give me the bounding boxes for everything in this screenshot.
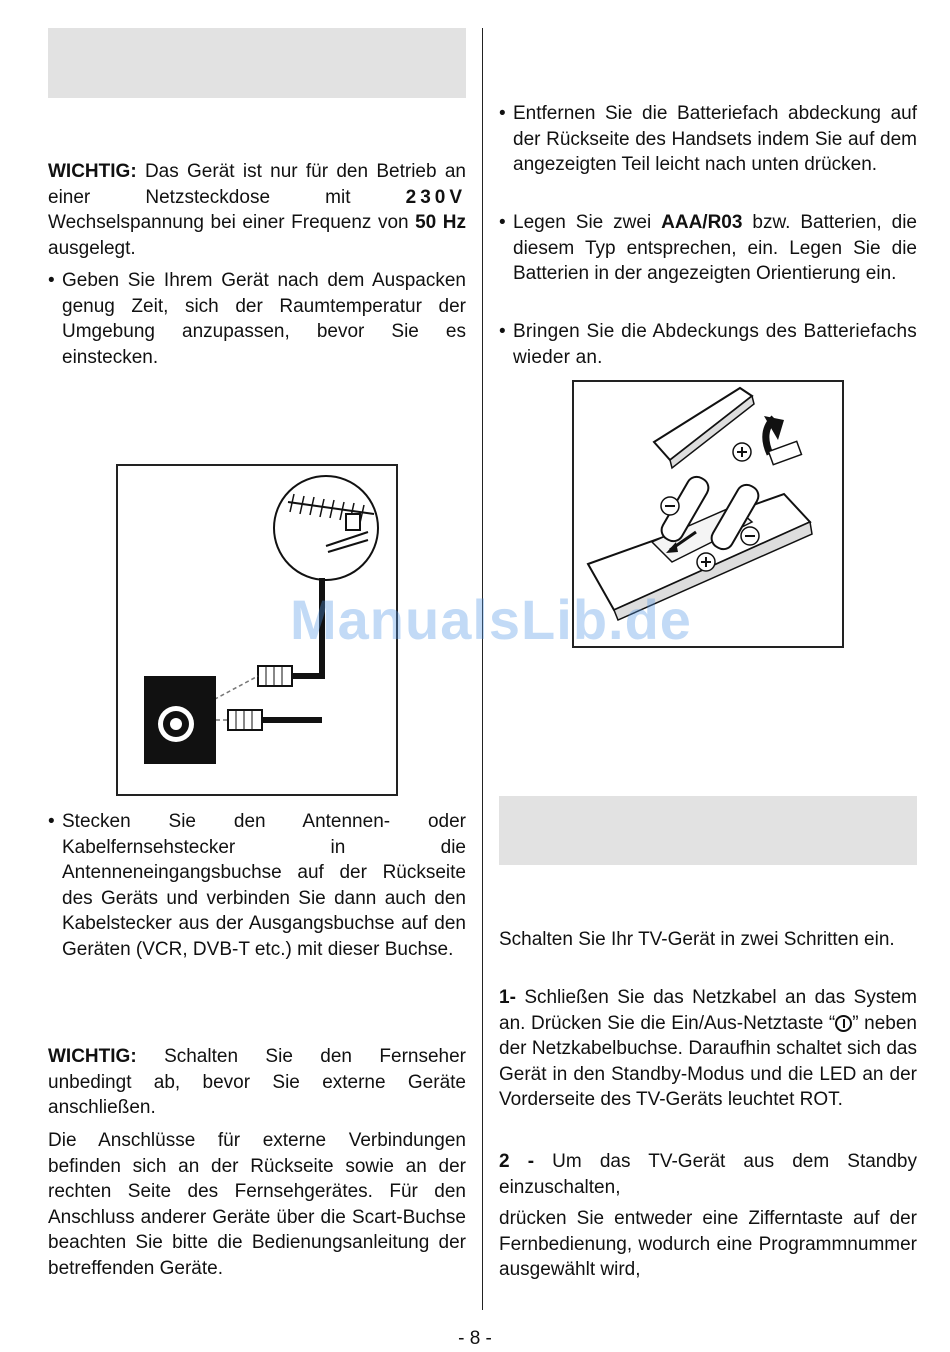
- step-1-label: 1-: [499, 987, 516, 1008]
- battery-installation-figure: [572, 380, 844, 648]
- bullet-insert-batteries: • Legen Sie zwei AAA/R03 bzw. Batterien, die diesem Typ entsprechen, ein. Legen Sie die Batterien in der angezeigten Orientierung ein.: [499, 210, 917, 287]
- watermark: ManualsLib.de: [290, 588, 692, 651]
- important-label-2: WICHTIG:: [48, 1046, 137, 1067]
- page-number: - 8 -: [458, 1328, 492, 1349]
- step-2-continued: drücken Sie entweder eine Zifferntaste auf der Fernbedienung, wodurch eine Programmnummer ausgewählt wird,: [499, 1208, 917, 1280]
- switch-on-intro: Schalten Sie Ihr TV-Gerät in zwei Schritten ein.: [499, 929, 895, 950]
- antenna-icon: [274, 476, 378, 580]
- battery-diagram: [574, 382, 842, 646]
- antenna-diagram: [118, 466, 396, 794]
- important-power-note: WICHTIG: Das Gerät ist nur für den Betrieb an einer Netzsteckdose mit 230V Wechselspannung bei einer Frequenz von 50 Hz ausgelegt.: [48, 161, 466, 259]
- step-2: 2 - Um das TV-Gerät aus dem Standby einzuschalten,: [499, 1151, 917, 1198]
- connections-paragraph: Die Anschlüsse für externe Verbindungen befinden sich an der Rückseite sowie an der rechten Seite des Fernsehgerätes. Für den Anschluss anderer Geräte über die Scart-Buchse beachten Sie bitte die Bedienungsanleitung der betreffenden Geräte.: [48, 1130, 466, 1279]
- important-switch-off-note: WICHTIG: Schalten Sie den Fernseher unbedingt ab, bevor Sie externe Geräte anschließen.: [48, 1046, 466, 1118]
- section-header-right: [499, 796, 917, 865]
- important-label: WICHTIG:: [48, 161, 137, 182]
- antenna-socket-icon: [144, 676, 216, 764]
- battery-type: AAA/R03: [661, 212, 743, 233]
- bullet-antenna-connection: • Stecken Sie den Antennen- oder Kabelfernsehstecker in die Antenneneingangsbuchse auf der Rückseite des Geräts und verbinden Sie dann auch den Kabelstecker aus der Ausgangsbuchse auf den Geräten (VCR, DVB-T etc.) mit dieser Buchse.: [48, 809, 466, 962]
- voltage-value: 230V: [405, 186, 466, 208]
- step-2-label: 2 -: [499, 1151, 535, 1172]
- step-1: 1- Schließen Sie das Netzkabel an das System an. Drücken Sie die Ein/Aus-Netztaste “ ” neben der Netzkabelbuchse. Daraufhin schaltet sich das Gerät in den Standby-Modus und die LED an der Vorderseite des TV-Geräts leuchtet ROT.: [499, 987, 917, 1110]
- bullet-replace-cover: • Bringen Sie die Abdeckungs des Batteriefachs wieder an.: [499, 319, 917, 370]
- bullet-room-temperature: • Geben Sie Ihrem Gerät nach dem Auspacken genug Zeit, sich der Raumtemperatur der Umgebung anzupassen, bevor Sie es einstecken.: [48, 268, 466, 370]
- frequency-value: 50 Hz: [415, 212, 466, 233]
- antenna-connection-figure: [116, 464, 398, 796]
- bullet-remove-cover: • Entfernen Sie die Batteriefach abdeckung auf der Rückseite des Handsets indem Sie auf dem angezeigten Teil leicht nach unten drücken.: [499, 101, 917, 178]
- power-button-icon: [835, 1015, 852, 1032]
- section-header-left: [48, 28, 466, 98]
- column-divider: [482, 28, 483, 1310]
